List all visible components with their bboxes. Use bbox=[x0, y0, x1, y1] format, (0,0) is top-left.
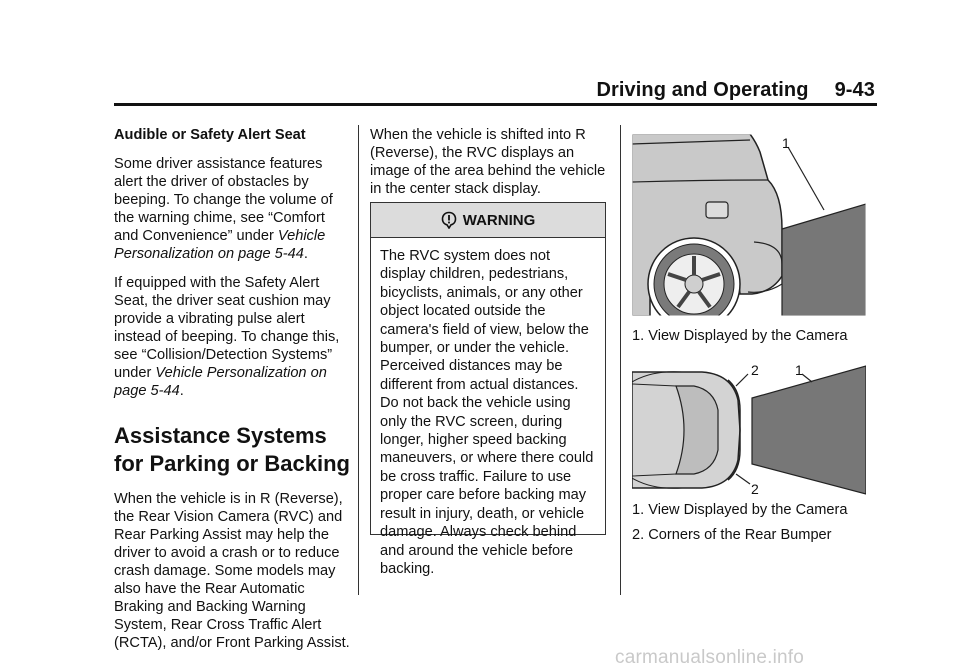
warning-header bbox=[371, 203, 605, 238]
cross-reference-link[interactable]: Vehicle Personalization on page 5-44 bbox=[114, 365, 327, 399]
paragraph-volume: Some driver assistance features alert the driver of obstacles by beeping. To change the volume of the warning chime, see “Comfort and Convenience” under Vehicle Personalization on page 5-44. bbox=[114, 156, 333, 262]
top-view-figure bbox=[632, 360, 866, 500]
header-rule bbox=[114, 103, 877, 106]
column-2 bbox=[370, 126, 610, 209]
figure-2-caption-1: 1. View Displayed by the Camera bbox=[632, 502, 848, 518]
paragraph-safety-seat: If equipped with the Safety Alert Seat, the driver seat cushion may provide a vibrating pulse alert instead of beeping. To change this, see “Collision/Detection Systems” under Vehicle Personalization on page 5-44. bbox=[114, 275, 340, 399]
warning-text: The RVC system does not display children, pedestrians, bicyclists, animals, or any other object located outside the camera's field of view, below the bumper, or under the vehicle. Perceived distances may be different from actual distances. Do not back the vehicle using only the RVC screen, during longer, higher speed backing maneuvers, or where there could be cross traffic. Failure to use proper care before backing may result in injury, death, or vehicle damage. Always check behind and around the vehicle before backing. bbox=[380, 248, 594, 577]
page-number: 9-43 bbox=[834, 79, 875, 101]
warning-box bbox=[370, 202, 606, 577]
warning-icon bbox=[441, 211, 457, 229]
paragraph-rvc: When the vehicle is shifted into R (Reverse), the RVC displays an image of the area behind the vehicle in the center stack display. bbox=[370, 127, 606, 197]
callout-2-bottom: 2 bbox=[751, 481, 759, 497]
camera-view-figure bbox=[632, 134, 866, 316]
section-heading: Assistance Systems for Parking or Backing bbox=[114, 423, 350, 476]
watermark: carmanualsonline.info bbox=[615, 647, 805, 668]
column-1 bbox=[114, 126, 350, 663]
cross-reference-link[interactable]: Vehicle Personalization on page 5-44 bbox=[114, 228, 326, 262]
section-title: Driving and Operating bbox=[596, 79, 809, 101]
figure-2-caption-2: 2. Corners of the Rear Bumper bbox=[632, 527, 832, 543]
figure-1-caption: 1. View Displayed by the Camera bbox=[632, 328, 848, 344]
fuel-door bbox=[706, 202, 728, 218]
callout-1: 1 bbox=[795, 362, 803, 378]
column-divider-1 bbox=[358, 125, 359, 595]
warning-title: WARNING bbox=[462, 211, 536, 229]
callout-1: 1 bbox=[782, 135, 790, 151]
column-divider-2 bbox=[620, 125, 621, 595]
paragraph-assistance: When the vehicle is in R (Reverse), the Rear Vision Camera (RVC) and Rear Parking Assist may help the driver to avoid a crash or to reduce crash damage. Some models may also have the Rear Automatic Braking and Backing Warning System, Rear Cross Traffic Alert (RCTA), and/or Front Parking Assist. bbox=[114, 491, 350, 651]
subheading-alert-seat: Audible or Safety Alert Seat bbox=[114, 127, 306, 143]
callout-2-top: 2 bbox=[751, 362, 759, 378]
page-header bbox=[596, 79, 875, 102]
